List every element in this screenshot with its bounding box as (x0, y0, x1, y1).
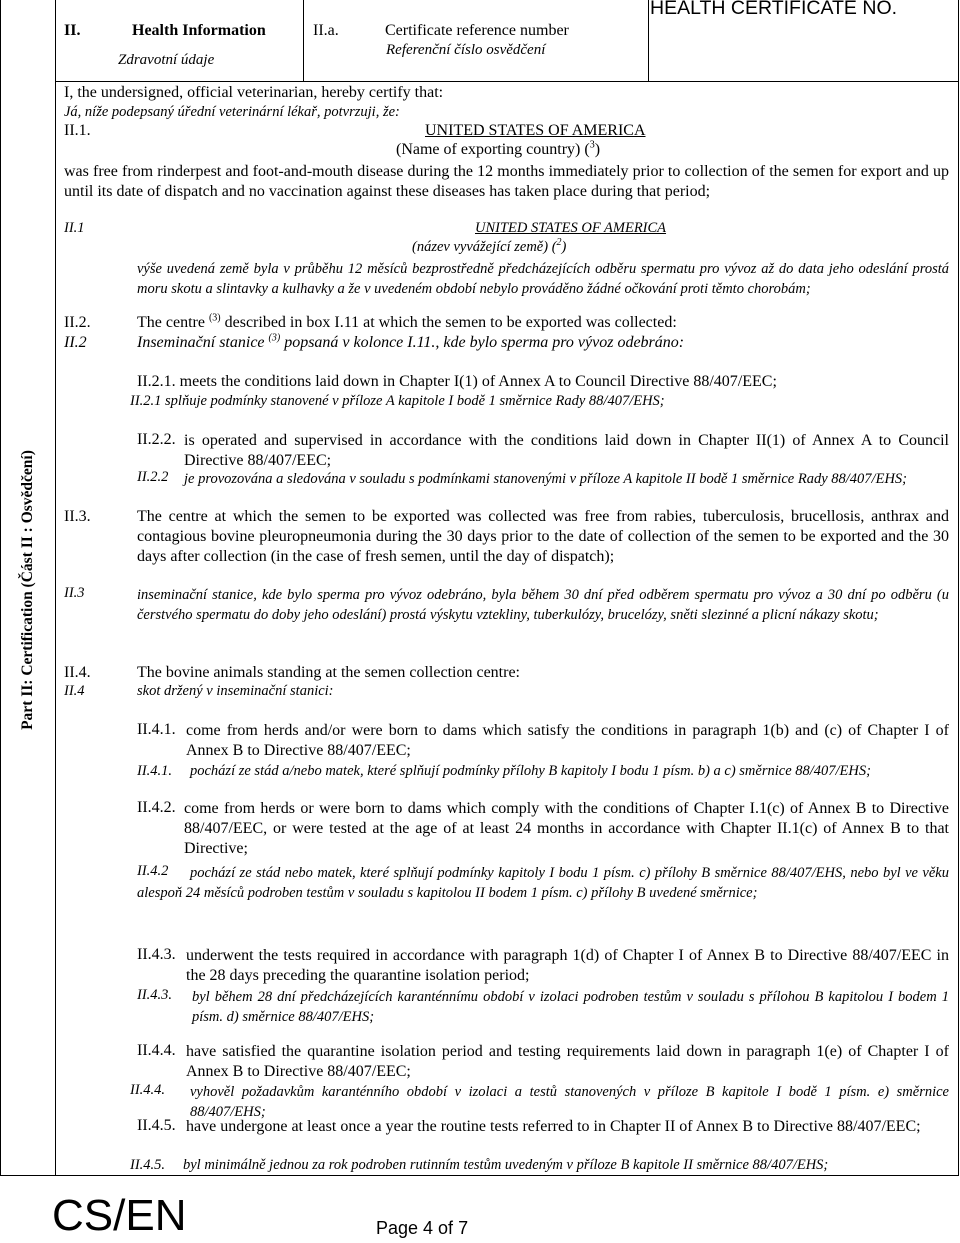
ref-number: II.a. (313, 22, 339, 39)
subclause-text-cz: byl minimálně jednou za rok podroben rutinním testům uvedeným v příloze B kapitole II směrnice 88/407/EHS; (183, 1157, 829, 1173)
clause-number-cz: II.4 (64, 683, 85, 699)
subclause-text: come from herds and/or were born to dams which satisfy the conditions in paragraph 1(b) and (c) of Chapter I of Annex B to Directive 88/407/EEC; (186, 722, 949, 759)
subclause-number-cz: II.4.4. (130, 1082, 166, 1098)
sidebar-divider (55, 0, 56, 1176)
clause-text-cz: skot držený v inseminační stanici: (137, 683, 334, 699)
subclause-number-cz: II.2.2 (137, 469, 169, 485)
sidebar-label: Part II: Certification (Část II : Osvědčení) (19, 450, 36, 730)
subclause-text: come from herds or were born to dams which comply with the conditions of Chapter I.1(c) of Annex B to Directive 88/407/EEC, or were tested at the age of at least 24 months in accordance with Chapter II.1(c) of Annex B to that Directive; (184, 800, 949, 857)
subclause-text-cz: byl během 28 dní předcházejících karanténnímu období v izolaci podroben testům v souladu s přílohou B kapitolou I bodem 1 písm. d) směrnice 88/407/EHS; (192, 989, 949, 1025)
subclause-number-cz: II.4.1. (137, 763, 173, 779)
subclause-number: II.2.2. (137, 431, 176, 448)
subclause-text: underwent the tests required in accordance with paragraph 1(d) of Chapter I of Annex B to Directive 88/407/EEC in the 28 days preceding the quarantine isolation period; (186, 947, 949, 984)
frame-bottom (0, 1175, 959, 1176)
footer-page-number: Page 4 of 7 (376, 1218, 469, 1238)
subclause-number: II.4.2. (137, 799, 176, 816)
clause-number: II.4. (64, 664, 91, 681)
intro-text: I, the undersigned, official veterinarian, hereby certify that: (64, 84, 444, 101)
frame-left (0, 0, 1, 1176)
exporting-country-cz: UNITED STATES OF AMERICA (475, 220, 667, 236)
subclause-text-cz: II.2.1 splňuje podmínky stanovené v příloze A kapitole I bodě 1 směrnice Rady 88/407/EHS; (130, 393, 665, 409)
header-divider-1 (303, 0, 304, 82)
clause-number: II.1. (64, 122, 91, 139)
clause-text-cz: inseminační stanice, kde bylo sperma pro vývoz odebráno, byla během 30 dní před odběrem spermatu pro vývoz a 30 dní po odběru (u čerstvého spermatu do doby jeho odeslání) prostá výskytu vztekliny, tuberkulózy, brucelózy, sněti slezinné a plicní nákazy skotu; (137, 587, 949, 623)
clause-number: II.3. (64, 508, 91, 525)
subclause-text-cz: pochází ze stád a/nebo matek, které splňují podmínky přílohy B kapitoly I bodu 1 písm. b) a c) směrnice 88/407/EHS; (190, 763, 871, 779)
subclause-number-cz: II.4.2 (137, 863, 169, 879)
clause-text: was free from rinderpest and foot-and-mouth disease during the 12 months immediately prior to collection of the semen for export and up until its date of dispatch and no vaccination against these diseases has taken place during that period; (64, 163, 949, 200)
subclause-number: II.4.3. (137, 946, 176, 963)
subclause-number: II.4.4. (137, 1042, 176, 1059)
certificate-title: HEALTH CERTIFICATE NO. (650, 0, 898, 19)
clause-number: II.2. (64, 314, 91, 331)
ref-label: Certificate reference number (385, 22, 569, 39)
header-divider-2 (648, 0, 649, 82)
footer-language: CS/EN (52, 1191, 187, 1240)
subclause-text: is operated and supervised in accordance with the conditions laid down in Chapter II(1) of Annex A to Council Directive 88/407/EEC; (184, 432, 949, 469)
subclause-text: have undergone at least once a year the routine tests referred to in Chapter II of Annex B to Directive 88/407/EEC; (186, 1118, 921, 1135)
frame-right (958, 0, 959, 1176)
clause-text: The centre $^{(3)}$ described in box I.11 at which the semen to be exported was collected: (137, 312, 677, 331)
clause-text: The bovine animals standing at the semen collection centre: (137, 664, 520, 681)
section-title: Health Information (132, 22, 266, 39)
exporting-country: UNITED STATES OF AMERICA (425, 122, 646, 139)
intro-text-cz: Já, níže podepsaný úřední veterinární lékař, potvrzuji, že: (64, 104, 400, 120)
subclause-number-cz: II.4.3. (137, 987, 173, 1003)
ref-label-cz: Referenční číslo osvědčení (386, 42, 546, 58)
subclause-text-cz: pochází ze stád nebo matek, které splňují podmínky kapitoly I bodu 1 písm. c) přílohy B směrnice 88/407/EHS, nebo byl ve věku alespoň 24 měsíců podroben testům v souladu s kapitolou II bodem 1 písm. c) přílohy B uvedené směrnice; (137, 865, 949, 901)
subclause-number: II.4.5. (137, 1117, 176, 1134)
subclause-text: II.2.1. meets the conditions laid down in Chapter I(1) of Annex A to Council Directive 88/407/EEC; (137, 373, 777, 390)
country-label-cz: (název vyvážející země) ($^2$) (412, 237, 567, 255)
section-number: II. (64, 22, 81, 39)
clause-text: The centre at which the semen to be exported was collected was free from rabies, tuberculosis, brucellosis, anthrax and contagious bovine pleuropneumonia during the 30 days prior to the date of collection of the semen to be exported and the 30 days after collection (in the case of fresh semen, until the day of dispatch); (137, 508, 949, 565)
subclause-number-cz: II.4.5. (130, 1157, 166, 1173)
subclause-text-cz: vyhověl požadavkům karanténního období v izolaci a testů stanovených v příloze B kapitole I bodě 1 písm. e) směrnice 88/407/EHS; (190, 1084, 949, 1120)
clause-number-cz: II.3 (64, 585, 85, 601)
subclause-text-cz: je provozována a sledována v souladu s podmínkami stanovenými v příloze A kapitole II bodě 1 směrnice Rady 88/407/EHS; (184, 471, 907, 487)
clause-number-cz: II.2 (64, 334, 87, 351)
header-bottom (55, 81, 959, 82)
clause-number-cz: II.1 (64, 220, 85, 236)
subclause-number: II.4.1. (137, 721, 176, 738)
clause-text-cz: Inseminační stanice $^{(3)}$ popsaná v kolonce I.11., kde bylo sperma pro vývoz odebráno: (137, 332, 685, 351)
section-title-cz: Zdravotní údaje (118, 52, 215, 68)
subclause-text: have satisfied the quarantine isolation period and testing requirements laid down in paragraph 1(e) of Chapter I of Annex B to Directive 88/407/EEC; (186, 1043, 949, 1080)
country-label: (Name of exporting country) ($^3$) (396, 139, 601, 158)
clause-text-cz: výše uvedená země byla v průběhu 12 měsíců bezprostředně předcházejících odběru spermatu pro vývoz až do data jeho odeslání prostá moru skotu a slintavky a kulhavky a že v uvedeném období nebylo prováděno žádné očkování proti těmto chorobám; (137, 261, 949, 297)
